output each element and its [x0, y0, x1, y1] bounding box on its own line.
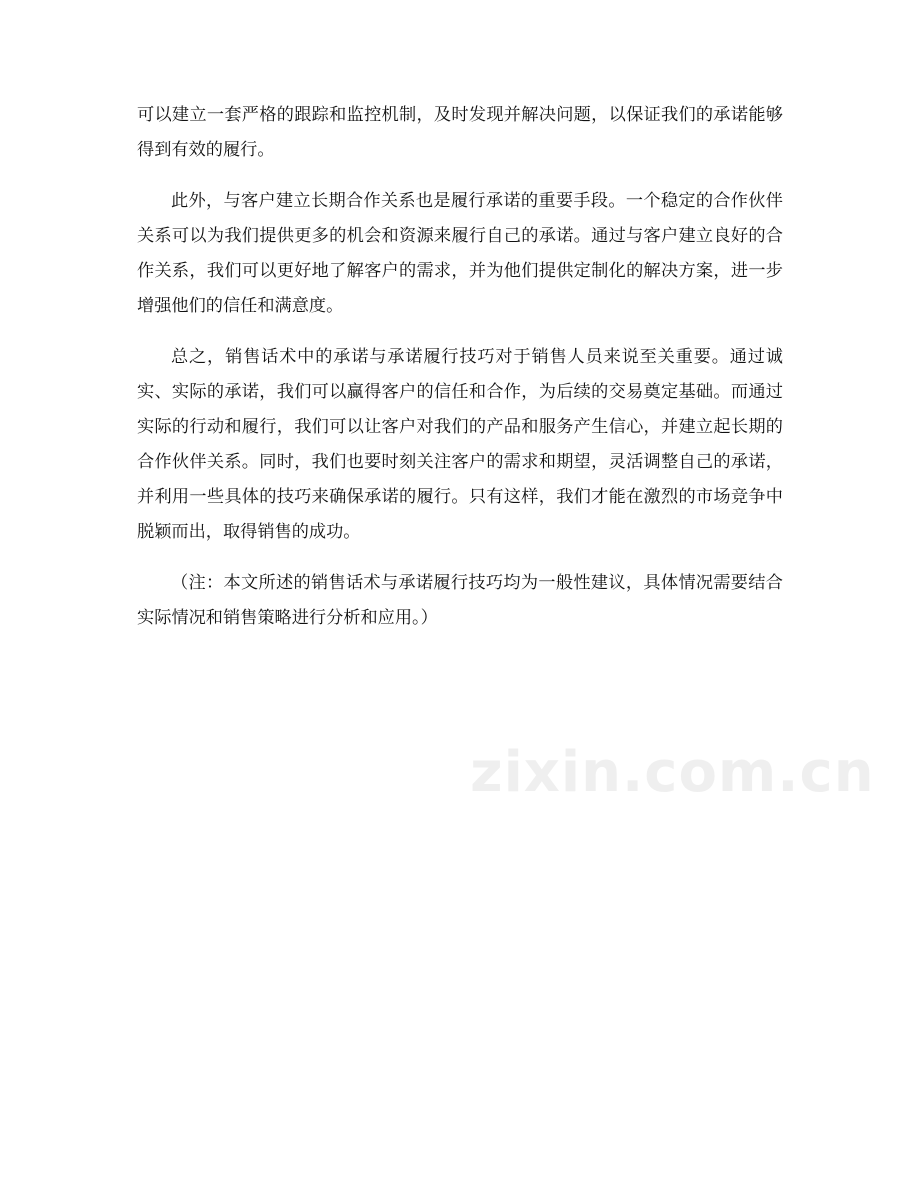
document-body: [137, 98, 783, 652]
paragraph-long-term-partnership: 此外，与客户建立长期合作关系也是履行承诺的重要手段。一个稳定的合作伙伴关系可以为我们提供更多的机会和资源来履行自己的承诺。通过与客户建立良好的合作关系，我们可以更好地了解客户的需求，并为他们提供定制化的解决方案，进一步增强他们的信任和满意度。: [137, 191, 783, 316]
paragraph-note: （注：本文所述的销售话术与承诺履行技巧均为一般性建议，具体情况需要结合实际情况和销售策略进行分析和应用。）: [137, 573, 783, 628]
paragraph-conclusion: 总之，销售话术中的承诺与承诺履行技巧对于销售人员来说至关重要。通过诚实、实际的承诺，我们可以赢得客户的信任和合作，为后续的交易奠定基础。而通过实际的行动和履行，我们可以让客户对我们的产品和服务产生信心，并建立起长期的合作伙伴关系。同时，我们也要时刻关注客户的需求和期望，灵活调整自己的承诺，并利用一些具体的技巧来确保承诺的履行。只有这样，我们才能在激烈的市场竞争中脱颖而出，取得销售的成功。: [137, 347, 783, 542]
paragraph-continuation: 可以建立一套严格的跟踪和监控机制，及时发现并解决问题，以保证我们的承诺能够得到有效的履行。: [137, 105, 783, 160]
watermark: zixin.com.cn: [470, 740, 875, 805]
